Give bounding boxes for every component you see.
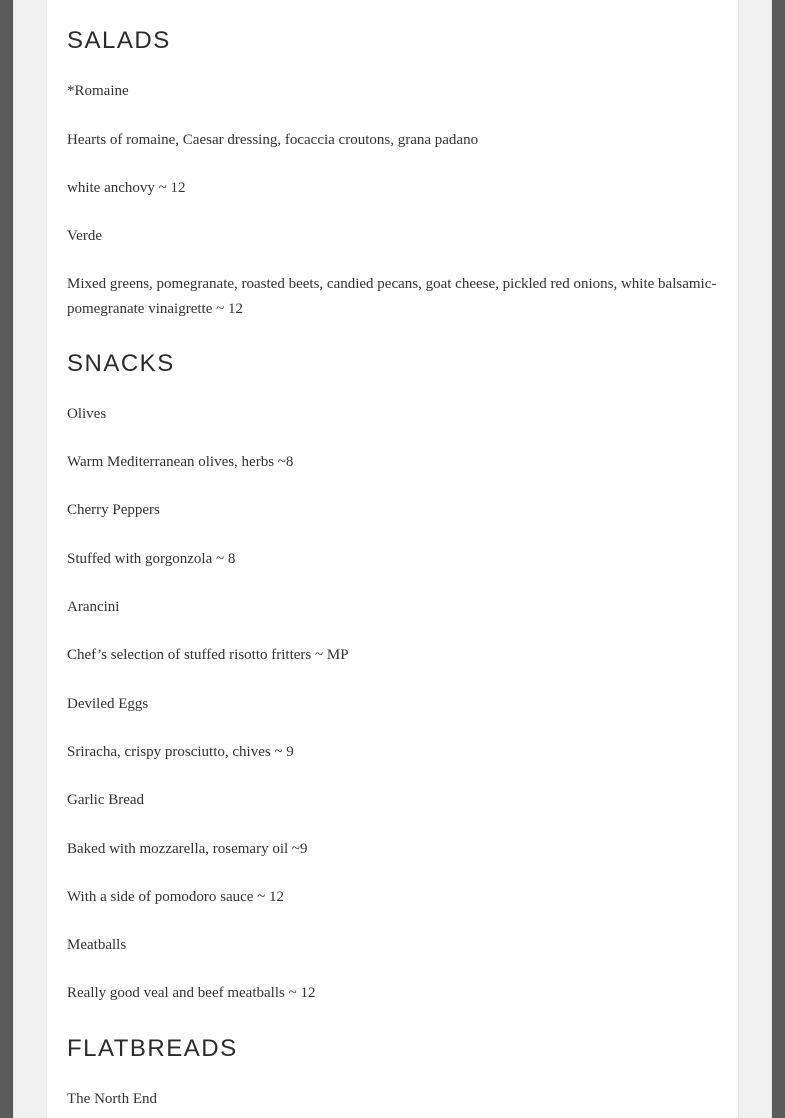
menu-item-name: Garlic Bread [67,792,145,808]
menu-item-name: *Romaine [67,83,129,99]
menu-item-description: Stuffed with gorgonzola ~ 8 [67,551,236,567]
menu-item-name: Deviled Eggs [67,696,149,712]
section-heading-snacks: SNACKS [67,350,175,377]
menu-item-name: The North End [67,1091,157,1107]
menu-item-description: Warm Mediterranean olives, herbs ~8 [67,454,294,470]
menu-content [46,0,739,1118]
menu-item-description: white anchovy ~ 12 [67,180,186,196]
menu-item-description: Sriracha, crispy prosciutto, chives ~ 9 [67,744,294,760]
menu-item-description: With a side of pomodoro sauce ~ 12 [67,889,285,905]
page-edge-left [0,0,13,1118]
menu-item-name: Olives [67,406,107,422]
page-edge-right [772,0,785,1118]
menu-item-description: Really good veal and beef meatballs ~ 12 [67,985,316,1001]
menu-item-description: Chef’s selection of stuffed risotto fritters ~ MP [67,647,349,663]
menu-item-description: Mixed greens, pomegranate, roasted beets, candied pecans, goat cheese, pickled red onions, white balsamic-pomegranate vinaigrette ~ 12 [67,276,717,317]
menu-item-name: Meatballs [67,937,127,953]
menu-item-description: Baked with mozzarella, rosemary oil ~9 [67,841,308,857]
section-heading-salads: SALADS [67,27,171,54]
menu-item-name: Verde [67,228,102,244]
menu-item-name: Cherry Peppers [67,502,160,518]
menu-item-name: Arancini [67,599,120,615]
menu-item-description: Hearts of romaine, Caesar dressing, focaccia croutons, grana padano [67,132,479,148]
section-heading-flatbreads: FLATBREADS [67,1035,238,1062]
